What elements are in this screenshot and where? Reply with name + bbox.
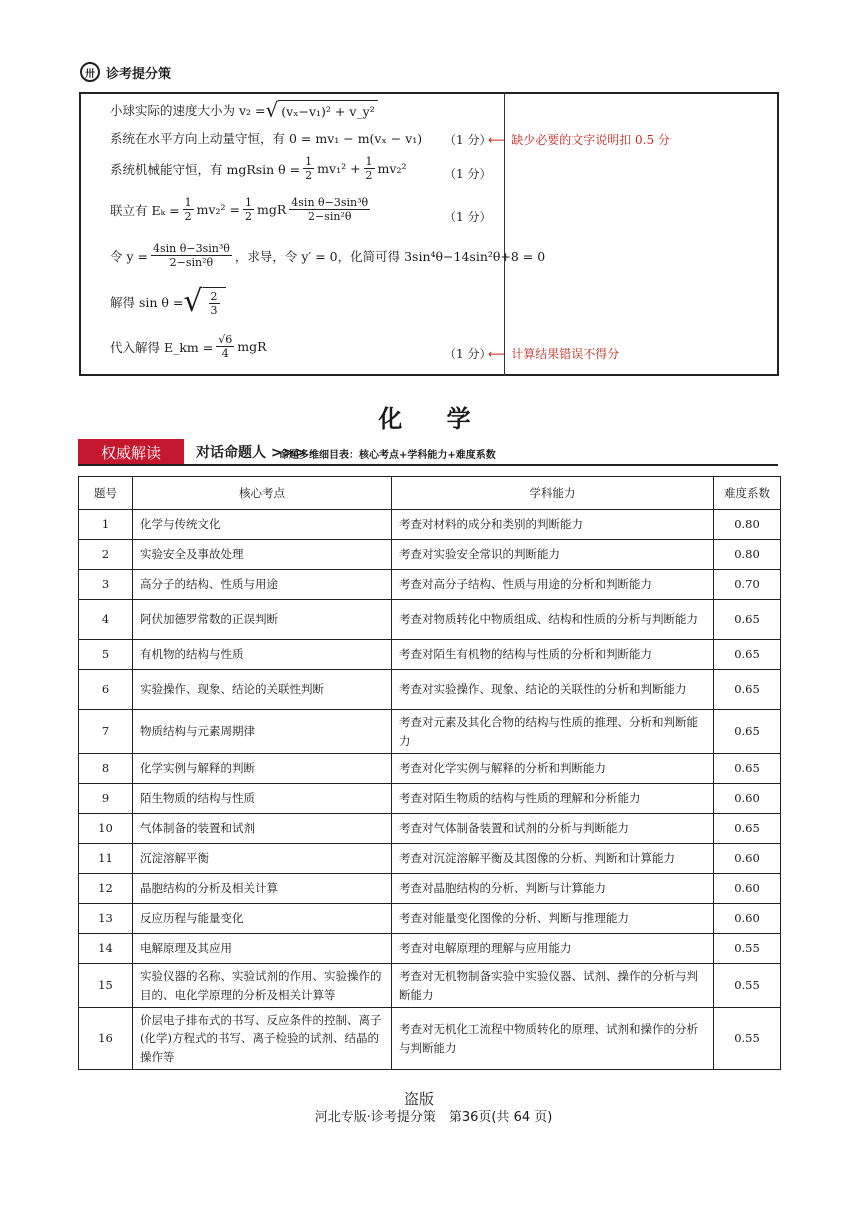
- physics-line-4: [110, 196, 373, 223]
- cell-difficulty: 0.55: [714, 934, 781, 964]
- cell-ability: 考查对陌生有机物的结构与性质的分析和判断能力: [392, 640, 714, 670]
- cell-ability: 考查对元素及其化合物的结构与性质的推理、分析和判断能力: [392, 710, 714, 754]
- header-ability: 学科能力: [392, 477, 714, 510]
- line-text: 解得 sin θ =: [110, 295, 184, 310]
- fraction: $\frac{1}{2}$: [305, 155, 313, 182]
- cell-ability: 考查对无机化工流程中物质转化的原理、试剂和操作的分析与判断能力: [392, 1008, 714, 1070]
- table-row: [79, 540, 781, 570]
- physics-line-2: [110, 129, 422, 147]
- header-core-topic: 核心考点: [133, 477, 392, 510]
- grading-note-text: 缺少必要的文字说明扣 0.5 分: [511, 133, 670, 147]
- cell-question-no: 1: [79, 510, 133, 540]
- line-text: mv₂²: [377, 161, 407, 176]
- header-title: 诊考提分策: [106, 66, 172, 82]
- fraction: $\frac{\text{4sin θ−3sin³θ}}{\text{2−sin²θ}}$: [291, 196, 369, 223]
- fraction: $\frac{1}{2}$: [184, 196, 192, 223]
- cell-difficulty: 0.55: [714, 1008, 781, 1070]
- cell-difficulty: 0.80: [714, 540, 781, 570]
- cell-question-no: 5: [79, 640, 133, 670]
- banner-sub-text: 命题多维细目表：核心考点+学科能力+难度系数: [279, 450, 496, 461]
- cell-difficulty: 0.60: [714, 784, 781, 814]
- cell-difficulty: 0.55: [714, 964, 781, 1008]
- cell-question-no: 10: [79, 814, 133, 844]
- fraction: $\frac{1}{2}$: [365, 155, 373, 182]
- table-row: [79, 1008, 781, 1070]
- grading-note-text: 计算结果错误不得分: [511, 347, 620, 361]
- table-row: [79, 934, 781, 964]
- line-text: ，求导，令 y′ = 0，化简可得 3sin⁴θ−14sin²θ+8 = 0: [234, 248, 546, 264]
- score-label: （1 分）: [444, 167, 492, 181]
- cell-core-topic: 晶胞结构的分析及相关计算: [133, 874, 392, 904]
- cell-ability: 考查对无机物制备实验中实验仪器、试剂、操作的分析与判断能力: [392, 964, 714, 1008]
- cell-difficulty: 0.65: [714, 814, 781, 844]
- cell-core-topic: 陌生物质的结构与性质: [133, 784, 392, 814]
- cell-ability: 考查对气体制备装置和试剂的分析与判断能力: [392, 814, 714, 844]
- physics-line-3: [110, 155, 406, 182]
- cell-core-topic: 物质结构与元素周期律: [133, 710, 392, 754]
- cell-question-no: 11: [79, 844, 133, 874]
- cell-question-no: 7: [79, 710, 133, 754]
- cell-difficulty: 0.70: [714, 570, 781, 600]
- brand-logo-icon: 卅: [80, 62, 100, 82]
- table-row: [79, 570, 781, 600]
- line-text: 代入解得 E_km =: [110, 339, 214, 355]
- header-difficulty: 难度系数: [714, 477, 781, 510]
- cell-question-no: 8: [79, 754, 133, 784]
- cell-ability: 考查对实验安全常识的判断能力: [392, 540, 714, 570]
- line-text: 联立有 Eₖ =: [110, 202, 180, 218]
- cell-difficulty: 0.65: [714, 710, 781, 754]
- cell-ability: 考查对材料的成分和类别的判断能力: [392, 510, 714, 540]
- cell-core-topic: 化学实例与解释的判断: [133, 754, 392, 784]
- cell-difficulty: 0.80: [714, 510, 781, 540]
- table-row: [79, 600, 781, 640]
- physics-line-7: [110, 333, 267, 360]
- line-text: 小球实际的速度大小为 v₂ =: [110, 103, 266, 118]
- table-row: [79, 670, 781, 710]
- table-row: [79, 784, 781, 814]
- cell-core-topic: 沉淀溶解平衡: [133, 844, 392, 874]
- cell-difficulty: 0.65: [714, 600, 781, 640]
- cell-question-no: 15: [79, 964, 133, 1008]
- fraction: $\frac{√6}{4}$: [218, 333, 233, 360]
- cell-difficulty: 0.60: [714, 844, 781, 874]
- line-text: mgR: [257, 202, 287, 217]
- line-text: 令 y =: [110, 248, 148, 264]
- grading-note: [488, 131, 670, 148]
- score-label: （1 分）: [444, 210, 492, 224]
- cell-question-no: 3: [79, 570, 133, 600]
- header-question-no: 题号: [79, 477, 133, 510]
- score-label: （1 分）: [444, 133, 492, 147]
- table-header-row: [79, 477, 781, 510]
- cell-core-topic: 反应历程与能量变化: [133, 904, 392, 934]
- cell-core-topic: 价层电子排布式的书写、反应条件的控制、离子(化学)方程式的书写、离子检验的试剂、结晶的操作等: [133, 1008, 392, 1070]
- cell-question-no: 16: [79, 1008, 133, 1070]
- cell-ability: 考查对电解原理的理解与应用能力: [392, 934, 714, 964]
- watermark-stamp: 盗版: [404, 1090, 435, 1108]
- line-text: 系统机械能守恒，有 mgRsin θ =: [110, 161, 301, 177]
- cell-question-no: 13: [79, 904, 133, 934]
- cell-difficulty: 0.65: [714, 640, 781, 670]
- line-text: mv₁² +: [317, 161, 361, 176]
- banner-main-text: 对话命题人 >>>: [196, 445, 307, 461]
- sqrt-radicand: (vₓ−v₁)² + v_y²: [278, 100, 377, 120]
- cell-question-no: 9: [79, 784, 133, 814]
- fraction: $\frac{\text{4sin θ−3sin³θ}}{\text{2−sin²θ}}$: [152, 242, 230, 269]
- cell-difficulty: 0.65: [714, 754, 781, 784]
- cell-core-topic: 实验安全及事故处理: [133, 540, 392, 570]
- physics-line-1: [110, 100, 378, 120]
- cell-question-no: 2: [79, 540, 133, 570]
- cell-ability: 考查对晶胞结构的分析、判断与计算能力: [392, 874, 714, 904]
- cell-core-topic: 电解原理及其应用: [133, 934, 392, 964]
- table-row: [79, 844, 781, 874]
- banner-tag: 权威解读: [78, 439, 184, 465]
- cell-core-topic: 有机物的结构与性质: [133, 640, 392, 670]
- cell-ability: 考查对能量变化图像的分析、判断与推理能力: [392, 904, 714, 934]
- cell-core-topic: 高分子的结构、性质与用途: [133, 570, 392, 600]
- physics-line-5: [110, 242, 545, 269]
- table-row: [79, 814, 781, 844]
- cell-question-no: 4: [79, 600, 133, 640]
- cell-question-no: 12: [79, 874, 133, 904]
- fraction: $\frac{1}{2}$: [245, 196, 252, 223]
- line-text: mgR: [237, 339, 267, 354]
- arrow-left-icon: ⟵: [488, 132, 506, 147]
- table-row: [79, 904, 781, 934]
- cell-core-topic: 实验仪器的名称、实验试剂的作用、实验操作的目的、电化学原理的分析及相关计算等: [133, 964, 392, 1008]
- arrow-left-icon: ⟵: [488, 346, 506, 361]
- table-row: [79, 710, 781, 754]
- cell-core-topic: 气体制备的装置和试剂: [133, 814, 392, 844]
- sqrt-expression: √ (vₓ−v₁)² + v_y²: [266, 100, 378, 120]
- table-row: [79, 874, 781, 904]
- sqrt-expression: √ $\frac{2}{3}$: [183, 287, 225, 317]
- table-row: [79, 640, 781, 670]
- cell-core-topic: 阿伏加德罗常数的正误判断: [133, 600, 392, 640]
- cell-question-no: 14: [79, 934, 133, 964]
- cell-difficulty: 0.60: [714, 874, 781, 904]
- cell-core-topic: 实验操作、现象、结论的关联性判断: [133, 670, 392, 710]
- cell-ability: 考查对化学实例与解释的分析和判断能力: [392, 754, 714, 784]
- section-banner: [78, 439, 778, 465]
- cell-difficulty: 0.65: [714, 670, 781, 710]
- header: [80, 62, 171, 82]
- cell-ability: 考查对陌生物质的结构与性质的理解和分析能力: [392, 784, 714, 814]
- cell-difficulty: 0.60: [714, 904, 781, 934]
- cell-core-topic: 化学与传统文化: [133, 510, 392, 540]
- exam-spec-table: [78, 476, 781, 1070]
- grading-note: [488, 345, 619, 362]
- table-row: [79, 754, 781, 784]
- cell-ability: 考查对高分子结构、性质与用途的分析和判断能力: [392, 570, 714, 600]
- page-footer: 河北专版·诊考提分策 第36页(共 64 页): [314, 1110, 553, 1125]
- physics-line-6: [110, 284, 226, 319]
- cell-ability: 考查对物质转化中物质组成、结构和性质的分析与判断能力: [392, 600, 714, 640]
- score-label: （1 分）: [444, 347, 492, 361]
- table-row: [79, 964, 781, 1008]
- section-title: 化 学: [378, 405, 489, 433]
- cell-question-no: 6: [79, 670, 133, 710]
- line-text: 系统在水平方向上动量守恒，有 0 = mv₁ − m(vₓ − v₁): [110, 131, 423, 146]
- banner-underline: [78, 464, 778, 466]
- table-row: [79, 510, 781, 540]
- cell-ability: 考查对实验操作、现象、结论的关联性的分析和判断能力: [392, 670, 714, 710]
- cell-ability: 考查对沉淀溶解平衡及其图像的分析、判断和计算能力: [392, 844, 714, 874]
- line-text: mv₂² =: [196, 202, 240, 217]
